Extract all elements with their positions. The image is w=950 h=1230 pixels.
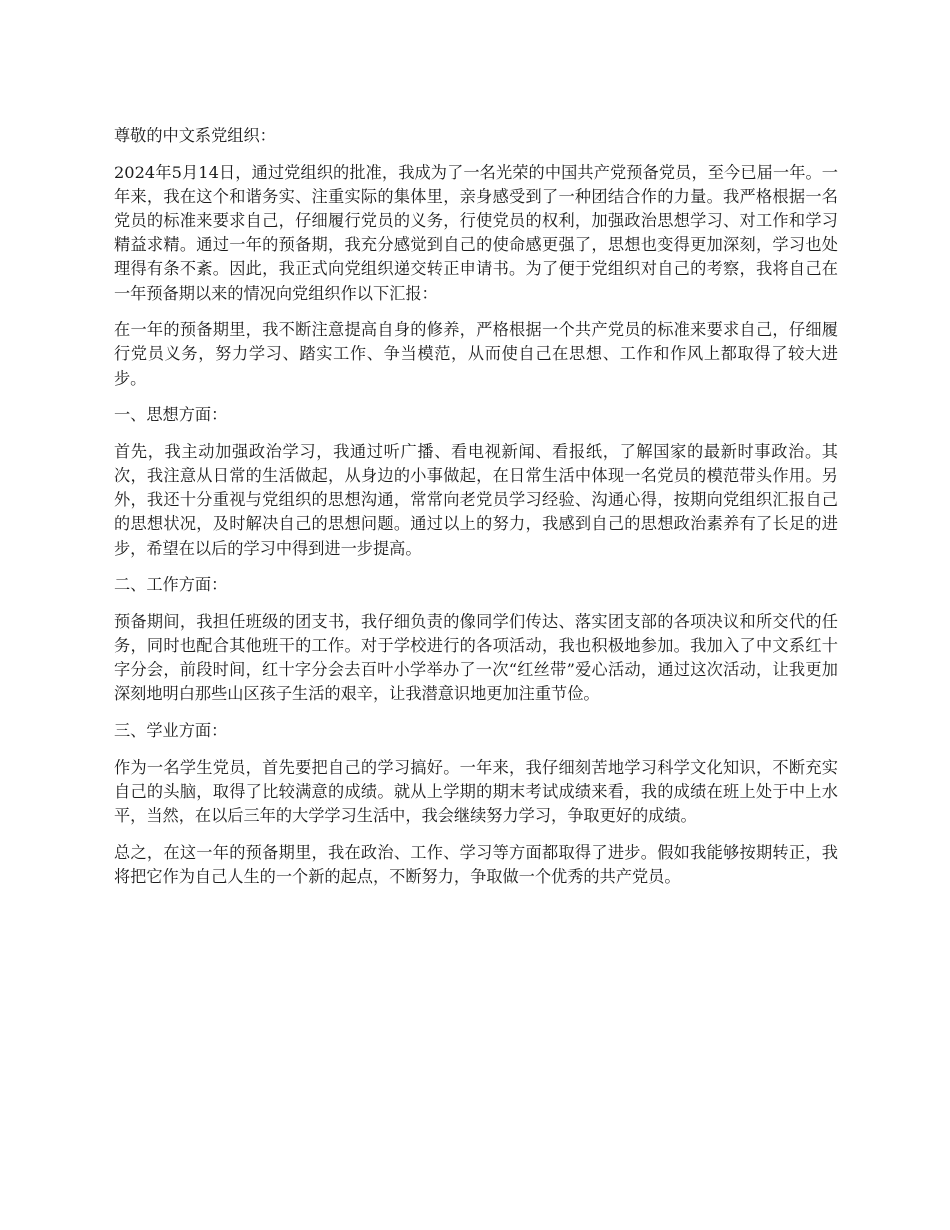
section-body-study: 作为一名学生党员，首先要把自己的学习搞好。一年来，我仔细刻苦地学习科学文化知识，不断充实自己的头脑，取得了比较满意的成绩。就从上学期的期末考试成绩来看，我的成绩在班上处于中上水平，当然，在以后三年的大学学习生活中，我会继续努力学习，争取更好的成绩。 xyxy=(114,757,838,825)
overview-paragraph: 在一年的预备期里，我不断注意提高自身的修养，严格根据一个共产党员的标准来要求自己，仔细履行党员义务，努力学习、踏实工作、争当模范，从而使自己在思想、工作和作风上都取得了较大进步。 xyxy=(114,320,838,388)
document-page xyxy=(114,124,838,901)
salutation: 尊敬的中文系党组织： xyxy=(114,126,276,145)
conclusion-paragraph: 总之，在这一年的预备期里，我在政治、工作、学习等方面都取得了进步。假如我能够按期转正，我将把它作为自己人生的一个新的起点，不断努力，争取做一个优秀的共产党员。 xyxy=(114,842,838,886)
intro-paragraph: 2024年5月14日，通过党组织的批准，我成为了一名光荣的中国共产党预备党员，至今已届一年。一年来，我在这个和谐务实、注重实际的集体里，亲身感受到了一种团结合作的力量。我严格根据一名党员的标准来要求自己，仔细履行党员的义务，行使党员的权利，加强政治思想学习、对工作和学习精益求精。通过一年的预备期，我充分感觉到自己的使命感更强了，思想也变得更加深刻，学习也处理得有条不紊。因此，我正式向党组织递交转正申请书。为了便于党组织对自己的考察，我将自己在一年预备期以来的情况向党组织作以下汇报： xyxy=(114,162,838,303)
section-body-thought: 首先，我主动加强政治学习，我通过听广播、看电视新闻、看报纸，了解国家的最新时事政治。其次，我注意从日常的生活做起，从身边的小事做起，在日常生活中体现一名党员的模范带头作用。另外，我还十分重视与党组织的思想沟通，常常向老党员学习经验、沟通心得，按期向党组织汇报自己的思想状况，及时解决自己的思想问题。通过以上的努力，我感到自己的思想政治素养有了长足的进步，希望在以后的学习中得到进一步提高。 xyxy=(114,441,838,558)
section-body-work: 预备期间，我担任班级的团支书，我仔细负责的像同学们传达、落实团支部的各项决议和所交代的任务，同时也配合其他班干的工作。对于学校进行的各项活动，我也积极地参加。我加入了中文系红十字分会，前段时间，红十字分会去百叶小学举办了一次“红丝带”爱心活动，通过这次活动，让我更加深刻地明白那些山区孩子生活的艰辛，让我潜意识地更加注重节俭。 xyxy=(114,611,838,704)
section-heading-thought: 一、思想方面： xyxy=(114,405,228,425)
section-heading-study: 三、学业方面： xyxy=(114,721,228,740)
section-heading-work: 二、工作方面： xyxy=(114,575,228,595)
